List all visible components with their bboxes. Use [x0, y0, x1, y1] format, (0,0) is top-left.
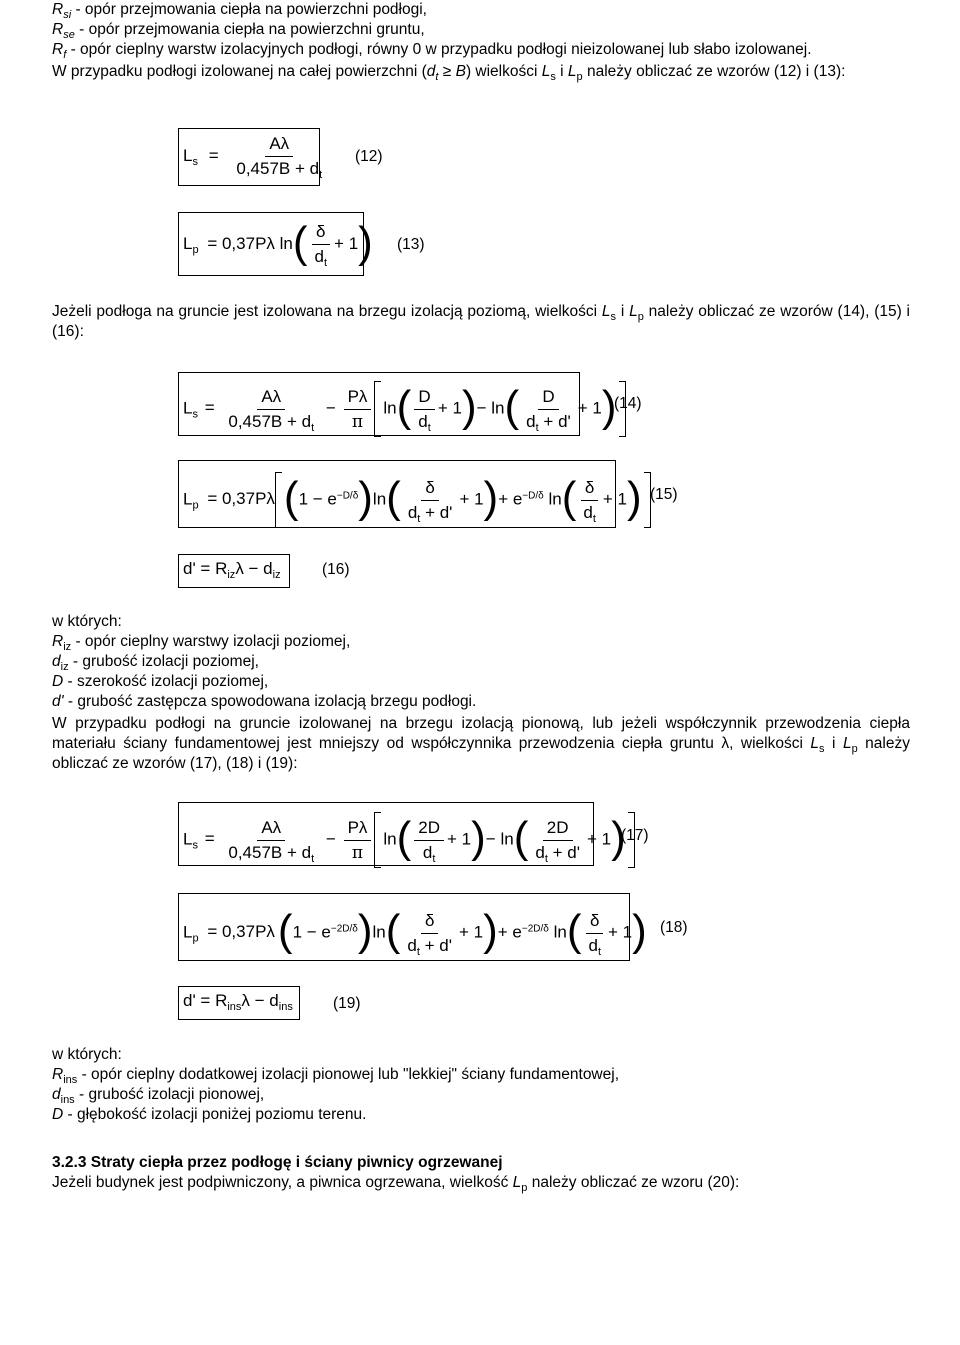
equation-12-number: (12): [355, 148, 383, 165]
equation-18-number: (18): [660, 919, 688, 936]
equation-15: $L_p = 0,37P\lambda$ $(1 - e^{-D/\delta})\ln$( $\frac{\delta}{d_t + d'}$ + $1)+ e^{-D/\delta}$ ln( $\frac{\delta}{d_t}$ + 1): [183, 472, 651, 528]
def-rins: $R_{ins}$ - opór cieplny dodatkowej izolacji pionowej lub "lekkiej" ściany fundamentowej,: [52, 1066, 620, 1086]
equation-13-number: (13): [397, 236, 425, 253]
def-rse: $R_{se}$ - opór przejmowania ciepła na powierzchni gruntu,: [52, 21, 425, 41]
def-dprim: d' - grubość zastępcza spowodowana izolacją brzegu podłogi.: [52, 693, 477, 710]
paragraph-3: W przypadku podłogi na gruncie izolowanej na brzegu izolacją pionową, lub jeżeli współczynnik przewodzenia ciepła materiału ściany fundamentowej jest mniejszy od współczynnika przewodzenia ciepła gruntu λ, wielkości $L_s$ i $L_p$ należy obliczać ze wzorów (17), (18) i (19):: [52, 715, 910, 772]
equation-15-number: (15): [650, 486, 678, 503]
def-dins: $d_{ins}$ - grubość izolacji pionowej,: [52, 1086, 265, 1106]
equation-16: $d' = R_{iz}\lambda - d_{iz}$: [183, 559, 281, 581]
equation-19-number: (19): [333, 995, 361, 1012]
equation-13: $L_p = 0,37P\lambda$ ln( $\frac{\delta}{d_t}$ + 1): [183, 217, 373, 269]
section-heading: 3.2.3 Straty ciepła przez podłogę i ściany piwnicy ogrzewanej: [52, 1154, 503, 1171]
def-rf: $R_f$ - opór cieplny warstw izolacyjnych podłogi, równy 0 w przypadku podłogi nieizolowanej lub słabo izolowanej.: [52, 41, 812, 61]
where-label-1: w których:: [52, 613, 122, 630]
def-d-depth: D - głębokość izolacji poniżej poziomu terenu.: [52, 1106, 367, 1123]
paragraph-1: W przypadku podłogi izolowanej na całej powierzchni $(d_t \ge B)$ wielkości $L_s$ i $L_p$ należy obliczać ze wzorów (12) i (13):: [52, 63, 846, 83]
equation-14-number: (14): [614, 395, 642, 412]
paragraph-4: Jeżeli budynek jest podpiwniczony, a piwnica ogrzewana, wielkość $L_p$ należy obliczać ze wzoru (20):: [52, 1174, 740, 1194]
def-rsi: $R_{si}$ - opór przejmowania ciepła na powierzchni podłogi,: [52, 1, 427, 21]
equation-17-number: (17): [621, 827, 649, 844]
where-label-2: w których:: [52, 1046, 122, 1063]
equation-17: $L_s$ = $\frac{A\lambda}{0,457B + d_t}$ − $\frac{P\lambda}{\pi}$ ln( $\frac{2D}{d_t}$ + 1)− ln( $\frac{2D}{d_t + d'}$ + 1): [183, 812, 635, 868]
paragraph-2: Jeżeli podłoga na gruncie jest izolowana na brzegu izolacją poziomą, wielkości $L_s$ i $L_p$ należy obliczać ze wzorów (14), (15) i (16):: [52, 303, 911, 340]
equation-14: $L_s$ = $\frac{A\lambda}{0,457B + d_t}$ − $\frac{P\lambda}{\pi}$ ln( $\frac{D}{d_t}$ + 1)− ln( $\frac{D}{d_t + d'}$ + 1): [183, 381, 626, 437]
def-diz: $d_{iz}$ - grubość izolacji poziomej,: [52, 653, 259, 673]
equation-12: $L_s$ = $\frac{A\lambda}{0,457B + d_t}$: [183, 134, 323, 181]
equation-19: $d' = R_{ins}\lambda - d_{ins}$: [183, 991, 293, 1013]
equation-18: $L_p = 0,37P\lambda(1 - e^{-2D/\delta})\ln$( $\frac{\delta}{d_t + d'}$ + $1)+ e^{-2D/\delta}$ ln( $\frac{\delta}{d_t}$ + 1): [183, 906, 647, 958]
def-d: D - szerokość izolacji poziomej,: [52, 673, 269, 690]
equation-16-number: (16): [322, 561, 350, 578]
def-riz: $R_{iz}$ - opór cieplny warstwy izolacji poziomej,: [52, 633, 351, 653]
